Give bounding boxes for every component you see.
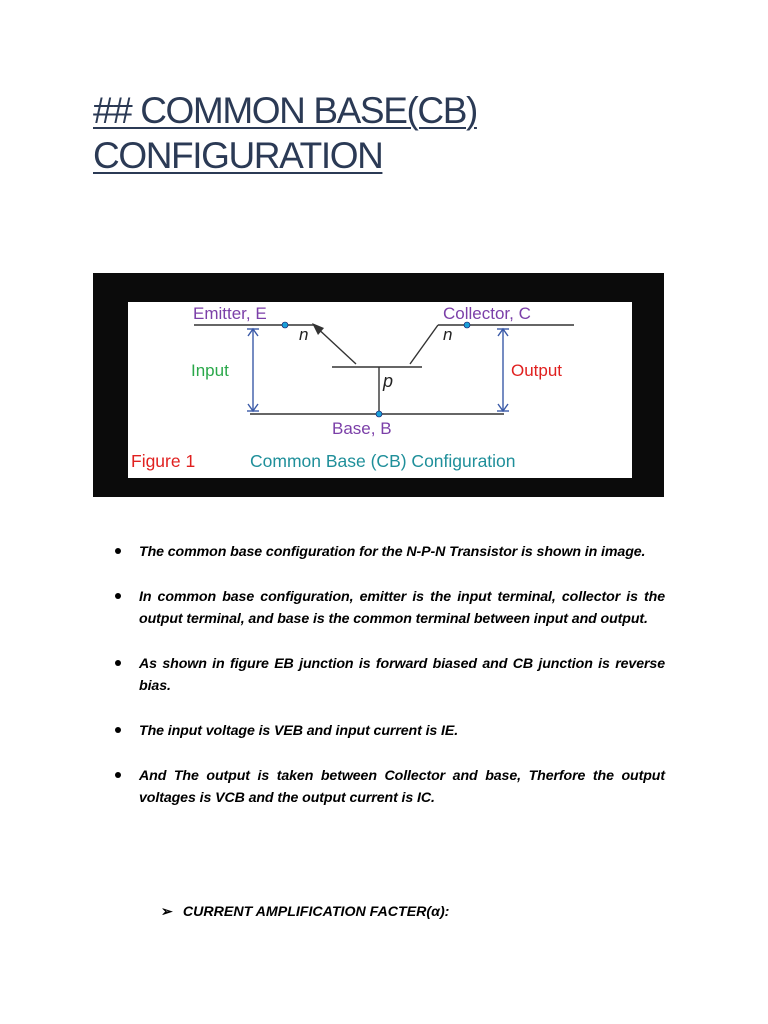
bullet-item: As shown in figure EB junction is forward biased and CB junction is reverse bias. — [113, 653, 665, 697]
output-double-arrow-icon — [497, 329, 509, 411]
base-label: Base, B — [332, 419, 392, 438]
bullet-icon — [115, 772, 121, 778]
input-label: Input — [191, 361, 229, 380]
figure-caption: Common Base (CB) Configuration — [250, 451, 516, 471]
collector-label: Collector, C — [443, 304, 531, 323]
arrow-bullet-icon: ➢ — [161, 904, 173, 920]
bullet-icon — [115, 660, 121, 666]
bullet-list — [113, 541, 665, 832]
bullet-icon — [115, 727, 121, 733]
page-title: ## COMMON BASE(CB) CONFIGURATION — [93, 90, 477, 176]
n-label-left: n — [299, 325, 309, 344]
figure-frame — [93, 273, 664, 497]
circuit-figure — [128, 302, 632, 478]
output-label: Output — [511, 361, 563, 380]
emitter-node — [282, 322, 288, 328]
emitter-label: Emitter, E — [193, 304, 267, 323]
bullet-item: In common base configuration, emitter is the input terminal, collector is the output terminal, and base is the common terminal between input and output. — [113, 586, 665, 630]
bullet-icon — [115, 548, 121, 554]
bullet-item: And The output is taken between Collector and base, Therfore the output voltages is VCB and the output current is IC. — [113, 765, 665, 809]
base-node — [376, 411, 382, 417]
section-subheading: ➢ CURRENT AMPLIFICATION FACTER(α): — [161, 904, 450, 920]
bullet-item: The input voltage is VEB and input current is IE. — [113, 720, 665, 742]
n-label-right: n — [443, 325, 453, 344]
bullet-icon — [115, 593, 121, 599]
figure-number: Figure 1 — [131, 451, 196, 471]
input-double-arrow-icon — [247, 329, 259, 411]
bullet-item: The common base configuration for the N-P-N Transistor is shown in image. — [113, 541, 665, 563]
p-label: p — [383, 371, 394, 391]
collector-lead — [410, 325, 438, 364]
circuit-diagram — [128, 302, 632, 478]
